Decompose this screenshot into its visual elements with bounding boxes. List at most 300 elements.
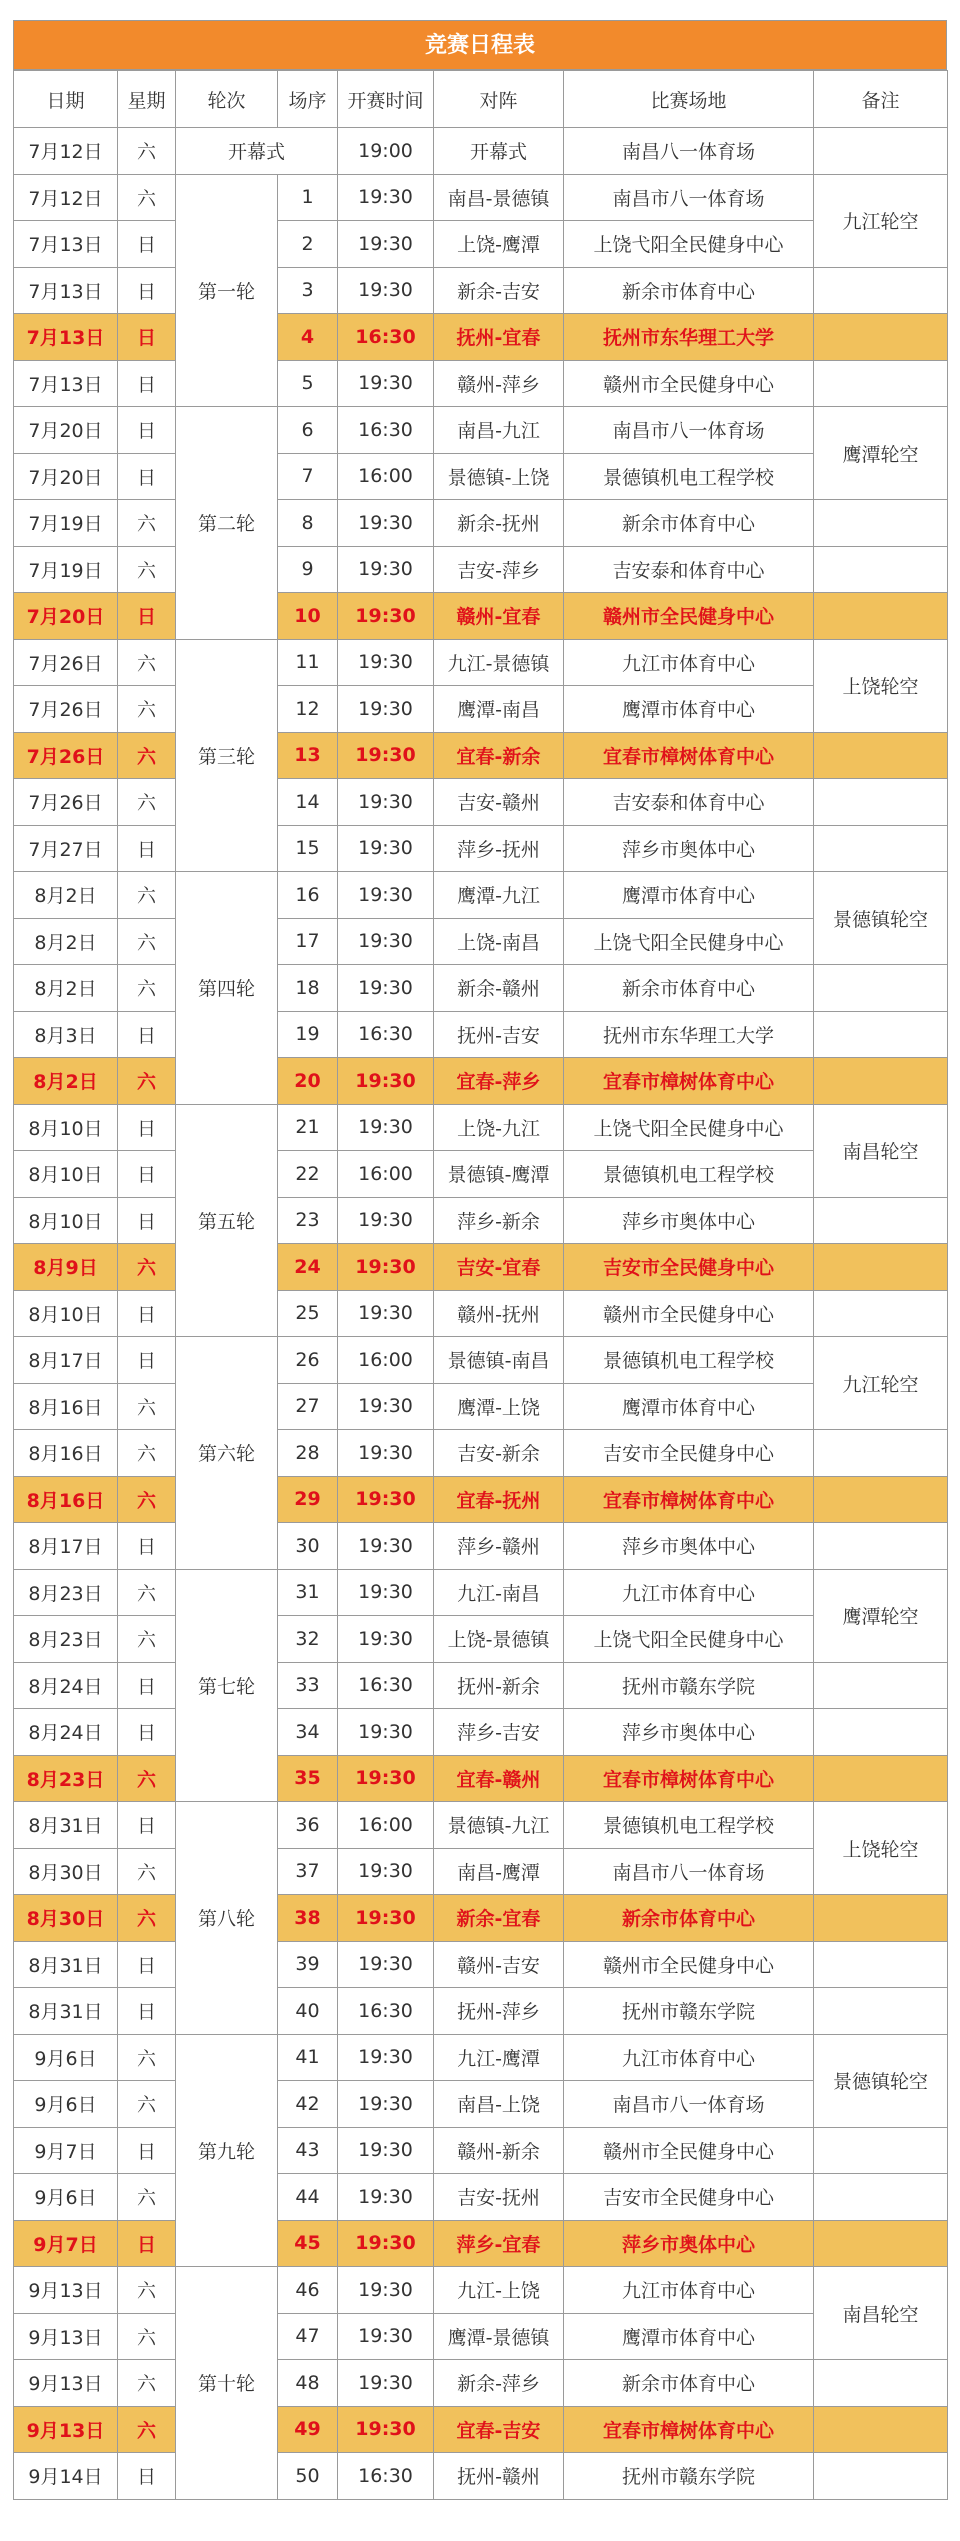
table-row [14,267,948,314]
table-row [14,174,948,221]
game-time: 16:30 [338,407,434,454]
game-match: 新余-赣州 [434,965,564,1012]
game-match: 萍乡-吉安 [434,1709,564,1756]
game-match: 上饶-景德镇 [434,1616,564,1663]
empty-note [814,1197,948,1244]
game-date: 9月6日 [14,2081,118,2128]
game-time: 19:30 [338,2220,434,2267]
game-match: 鹰潭-南昌 [434,686,564,733]
game-number: 48 [278,2360,338,2407]
opening-venue: 南昌八一体育场 [564,128,814,175]
game-date: 7月27日 [14,825,118,872]
game-time: 19:30 [338,2360,434,2407]
game-number: 42 [278,2081,338,2128]
game-weekday: 日 [118,1290,176,1337]
game-match: 新余-抚州 [434,500,564,547]
game-weekday: 日 [118,1151,176,1198]
game-number: 10 [278,593,338,640]
game-venue: 南昌市八一体育场 [564,1848,814,1895]
game-number: 31 [278,1569,338,1616]
game-time: 19:30 [338,1616,434,1663]
game-match: 赣州-抚州 [434,1290,564,1337]
header-weekday: 星期 [118,71,176,128]
game-date: 8月23日 [14,1755,118,1802]
game-match: 新余-宜春 [434,1895,564,1942]
game-number: 8 [278,500,338,547]
game-date: 7月20日 [14,407,118,454]
game-weekday: 日 [118,453,176,500]
game-date: 8月16日 [14,1430,118,1477]
table-row [14,1616,948,1663]
game-number: 30 [278,1523,338,1570]
table-row [14,639,948,686]
empty-note [814,2360,948,2407]
game-date: 8月16日 [14,1476,118,1523]
game-venue: 萍乡市奥体中心 [564,1709,814,1756]
empty-note [814,1709,948,1756]
table-row [14,1523,948,1570]
game-venue: 萍乡市奥体中心 [564,2220,814,2267]
game-date: 7月20日 [14,453,118,500]
game-time: 16:30 [338,1662,434,1709]
game-venue: 吉安市全民健身中心 [564,1430,814,1477]
game-match: 宜春-萍乡 [434,1058,564,1105]
table-row [14,2220,948,2267]
game-weekday: 日 [118,1709,176,1756]
game-time: 19:30 [338,1430,434,1477]
game-number: 26 [278,1337,338,1384]
game-number: 6 [278,407,338,454]
game-weekday: 六 [118,732,176,779]
opening-match: 开幕式 [434,128,564,175]
game-venue: 抚州市赣东学院 [564,2453,814,2500]
game-weekday: 六 [118,1755,176,1802]
round-bye-note: 南昌轮空 [814,1104,948,1197]
schedule-container [13,20,947,2500]
game-match: 萍乡-抚州 [434,825,564,872]
game-date: 9月13日 [14,2267,118,2314]
game-time: 19:30 [338,825,434,872]
game-number: 50 [278,2453,338,2500]
table-row [14,221,948,268]
game-number: 16 [278,872,338,919]
game-venue: 南昌市八一体育场 [564,174,814,221]
table-row [14,453,948,500]
game-number: 29 [278,1476,338,1523]
table-row [14,1383,948,1430]
game-match: 九江-鹰潭 [434,2034,564,2081]
game-match: 上饶-南昌 [434,918,564,965]
game-date: 7月13日 [14,360,118,407]
round-bye-note: 南昌轮空 [814,2267,948,2360]
table-row [14,1848,948,1895]
game-weekday: 六 [118,2174,176,2221]
game-date: 8月3日 [14,1011,118,1058]
game-venue: 新余市体育中心 [564,500,814,547]
game-venue: 九江市体育中心 [564,639,814,686]
game-match: 萍乡-宜春 [434,2220,564,2267]
game-time: 19:30 [338,2267,434,2314]
game-number: 22 [278,1151,338,1198]
game-match: 赣州-吉安 [434,1941,564,1988]
table-row [14,407,948,454]
game-time: 19:30 [338,267,434,314]
round-name: 第三轮 [176,639,278,872]
game-time: 19:30 [338,1523,434,1570]
game-number: 7 [278,453,338,500]
table-row [14,1290,948,1337]
game-date: 7月12日 [14,174,118,221]
game-number: 17 [278,918,338,965]
game-time: 19:30 [338,779,434,826]
game-date: 9月7日 [14,2220,118,2267]
empty-note [814,1430,948,1477]
game-venue: 吉安泰和体育中心 [564,779,814,826]
game-venue: 赣州市全民健身中心 [564,360,814,407]
game-match: 吉安-抚州 [434,2174,564,2221]
game-date: 7月19日 [14,500,118,547]
game-time: 19:30 [338,221,434,268]
game-date: 8月2日 [14,918,118,965]
game-date: 8月17日 [14,1337,118,1384]
schedule-body [14,128,948,2500]
game-date: 8月2日 [14,872,118,919]
game-match: 上饶-鹰潭 [434,221,564,268]
game-date: 8月31日 [14,1802,118,1849]
game-venue: 宜春市樟树体育中心 [564,732,814,779]
round-name: 第九轮 [176,2034,278,2267]
empty-note [814,2406,948,2453]
game-time: 19:30 [338,1895,434,1942]
game-venue: 赣州市全民健身中心 [564,1941,814,1988]
game-match: 宜春-赣州 [434,1755,564,1802]
game-time: 19:30 [338,174,434,221]
game-date: 9月7日 [14,2127,118,2174]
game-weekday: 日 [118,1941,176,1988]
game-date: 8月10日 [14,1104,118,1151]
round-name: 第二轮 [176,407,278,640]
game-match: 上饶-九江 [434,1104,564,1151]
game-time: 16:00 [338,453,434,500]
game-weekday: 日 [118,1662,176,1709]
game-number: 37 [278,1848,338,1895]
game-number: 11 [278,639,338,686]
game-venue: 鹰潭市体育中心 [564,686,814,733]
game-time: 19:30 [338,918,434,965]
game-match: 景德镇-鹰潭 [434,1151,564,1198]
game-number: 25 [278,1290,338,1337]
empty-note [814,593,948,640]
game-match: 宜春-抚州 [434,1476,564,1523]
game-number: 35 [278,1755,338,1802]
table-row [14,825,948,872]
round-name: 第七轮 [176,1569,278,1802]
game-date: 9月6日 [14,2174,118,2221]
game-venue: 上饶弋阳全民健身中心 [564,1104,814,1151]
game-date: 7月20日 [14,593,118,640]
game-number: 44 [278,2174,338,2221]
header-note: 备注 [814,71,948,128]
game-number: 14 [278,779,338,826]
game-time: 16:00 [338,1337,434,1384]
game-venue: 九江市体育中心 [564,1569,814,1616]
game-time: 16:00 [338,1151,434,1198]
game-number: 34 [278,1709,338,1756]
game-match: 萍乡-赣州 [434,1523,564,1570]
empty-note [814,500,948,547]
table-row [14,1755,948,1802]
game-number: 2 [278,221,338,268]
game-number: 3 [278,267,338,314]
empty-note [814,2453,948,2500]
game-venue: 新余市体育中心 [564,267,814,314]
game-weekday: 六 [118,965,176,1012]
game-weekday: 日 [118,314,176,361]
empty-note [814,732,948,779]
game-match: 鹰潭-九江 [434,872,564,919]
game-number: 39 [278,1941,338,1988]
game-venue: 景德镇机电工程学校 [564,453,814,500]
game-weekday: 日 [118,407,176,454]
game-time: 19:30 [338,1569,434,1616]
empty-note [814,2220,948,2267]
game-date: 8月31日 [14,1988,118,2035]
game-time: 19:30 [338,1941,434,1988]
game-date: 8月31日 [14,1941,118,1988]
game-number: 47 [278,2313,338,2360]
table-row [14,1802,948,1849]
round-bye-note: 九江轮空 [814,1337,948,1430]
game-date: 7月26日 [14,732,118,779]
game-weekday: 六 [118,1616,176,1663]
game-weekday: 六 [118,174,176,221]
game-match: 赣州-宜春 [434,593,564,640]
game-number: 27 [278,1383,338,1430]
game-match: 鹰潭-景德镇 [434,2313,564,2360]
game-date: 8月2日 [14,1058,118,1105]
round-bye-note: 鹰潭轮空 [814,1569,948,1662]
table-row [14,1337,948,1384]
empty-note [814,1662,948,1709]
game-weekday: 六 [118,2034,176,2081]
game-number: 15 [278,825,338,872]
table-row [14,2313,948,2360]
game-date: 9月13日 [14,2313,118,2360]
opening-date: 7月12日 [14,128,118,175]
game-venue: 鹰潭市体育中心 [564,2313,814,2360]
table-row [14,1988,948,2035]
game-date: 8月23日 [14,1569,118,1616]
game-weekday: 六 [118,500,176,547]
header-round: 轮次 [176,71,278,128]
game-date: 8月17日 [14,1523,118,1570]
game-weekday: 六 [118,1895,176,1942]
game-date: 7月19日 [14,546,118,593]
game-time: 19:30 [338,1383,434,1430]
game-weekday: 日 [118,1337,176,1384]
table-row [14,686,948,733]
game-time: 19:30 [338,965,434,1012]
table-row [14,1104,948,1151]
game-time: 19:30 [338,1290,434,1337]
table-row [14,1011,948,1058]
game-number: 36 [278,1802,338,1849]
empty-note [814,1755,948,1802]
table-row [14,2453,948,2500]
header-date: 日期 [14,71,118,128]
game-date: 7月13日 [14,221,118,268]
empty-note [814,825,948,872]
game-match: 抚州-新余 [434,1662,564,1709]
game-match: 景德镇-南昌 [434,1337,564,1384]
game-weekday: 六 [118,546,176,593]
game-venue: 赣州市全民健身中心 [564,1290,814,1337]
game-match: 吉安-赣州 [434,779,564,826]
game-venue: 吉安泰和体育中心 [564,546,814,593]
game-date: 8月10日 [14,1290,118,1337]
table-row [14,1476,948,1523]
game-time: 19:30 [338,639,434,686]
game-date: 7月13日 [14,267,118,314]
game-weekday: 日 [118,593,176,640]
game-number: 5 [278,360,338,407]
game-weekday: 六 [118,1569,176,1616]
game-weekday: 六 [118,686,176,733]
game-weekday: 日 [118,2220,176,2267]
empty-note [814,267,948,314]
game-venue: 抚州市赣东学院 [564,1662,814,1709]
game-date: 9月14日 [14,2453,118,2500]
game-weekday: 六 [118,2081,176,2128]
game-match: 九江-景德镇 [434,639,564,686]
game-venue: 上饶弋阳全民健身中心 [564,918,814,965]
game-venue: 上饶弋阳全民健身中心 [564,221,814,268]
game-venue: 新余市体育中心 [564,1895,814,1942]
table-row [14,314,948,361]
round-name: 第八轮 [176,1802,278,2035]
header-match: 对阵 [434,71,564,128]
round-bye-note: 上饶轮空 [814,639,948,732]
game-number: 33 [278,1662,338,1709]
game-weekday: 六 [118,1058,176,1105]
game-time: 19:30 [338,546,434,593]
game-venue: 宜春市樟树体育中心 [564,2406,814,2453]
game-date: 7月26日 [14,686,118,733]
round-bye-note: 鹰潭轮空 [814,407,948,500]
game-number: 13 [278,732,338,779]
game-venue: 上饶弋阳全民健身中心 [564,1616,814,1663]
game-venue: 宜春市樟树体育中心 [564,1755,814,1802]
game-match: 宜春-吉安 [434,2406,564,2453]
game-venue: 鹰潭市体育中心 [564,872,814,919]
game-venue: 新余市体育中心 [564,965,814,1012]
game-match: 萍乡-新余 [434,1197,564,1244]
game-number: 19 [278,1011,338,1058]
game-venue: 南昌市八一体育场 [564,407,814,454]
game-number: 46 [278,2267,338,2314]
opening-round: 开幕式 [176,128,338,175]
game-number: 20 [278,1058,338,1105]
round-name: 第四轮 [176,872,278,1105]
game-number: 9 [278,546,338,593]
game-weekday: 六 [118,1244,176,1291]
round-bye-note: 上饶轮空 [814,1802,948,1895]
game-match: 抚州-吉安 [434,1011,564,1058]
game-time: 19:30 [338,732,434,779]
game-weekday: 六 [118,918,176,965]
game-weekday: 日 [118,1197,176,1244]
table-row [14,1569,948,1616]
game-date: 8月10日 [14,1151,118,1198]
empty-note [814,1011,948,1058]
game-weekday: 六 [118,1476,176,1523]
game-weekday: 日 [118,1988,176,2035]
opening-time: 19:00 [338,128,434,175]
empty-note [814,546,948,593]
game-match: 抚州-赣州 [434,2453,564,2500]
game-weekday: 六 [118,1383,176,1430]
game-match: 赣州-新余 [434,2127,564,2174]
game-match: 南昌-鹰潭 [434,1848,564,1895]
game-weekday: 六 [118,872,176,919]
round-name: 第一轮 [176,174,278,407]
round-bye-note: 九江轮空 [814,174,948,267]
game-match: 南昌-景德镇 [434,174,564,221]
table-row [14,1709,948,1756]
game-number: 12 [278,686,338,733]
game-weekday: 日 [118,1104,176,1151]
game-weekday: 六 [118,1848,176,1895]
table-row [14,2034,948,2081]
table-row [14,1151,948,1198]
game-time: 19:30 [338,872,434,919]
game-time: 19:30 [338,360,434,407]
table-row [14,2406,948,2453]
game-time: 19:30 [338,1197,434,1244]
game-venue: 景德镇机电工程学校 [564,1151,814,1198]
table-row [14,779,948,826]
empty-note [814,1941,948,1988]
table-row [14,500,948,547]
game-venue: 吉安市全民健身中心 [564,1244,814,1291]
game-match: 新余-吉安 [434,267,564,314]
empty-note [814,314,948,361]
game-time: 19:30 [338,686,434,733]
game-time: 19:30 [338,2406,434,2453]
empty-note [814,360,948,407]
opening-row [14,128,948,175]
game-number: 28 [278,1430,338,1477]
game-number: 18 [278,965,338,1012]
game-weekday: 六 [118,2313,176,2360]
opening-note [814,128,948,175]
round-bye-note: 景德镇轮空 [814,2034,948,2127]
table-row [14,360,948,407]
round-bye-note: 景德镇轮空 [814,872,948,965]
game-time: 19:30 [338,500,434,547]
game-venue: 吉安市全民健身中心 [564,2174,814,2221]
table-row [14,1430,948,1477]
table-row [14,2267,948,2314]
game-time: 16:30 [338,314,434,361]
game-date: 7月26日 [14,639,118,686]
game-number: 4 [278,314,338,361]
game-match: 宜春-新余 [434,732,564,779]
table-row [14,1197,948,1244]
game-time: 19:30 [338,1755,434,1802]
game-match: 南昌-九江 [434,407,564,454]
game-time: 19:30 [338,2174,434,2221]
